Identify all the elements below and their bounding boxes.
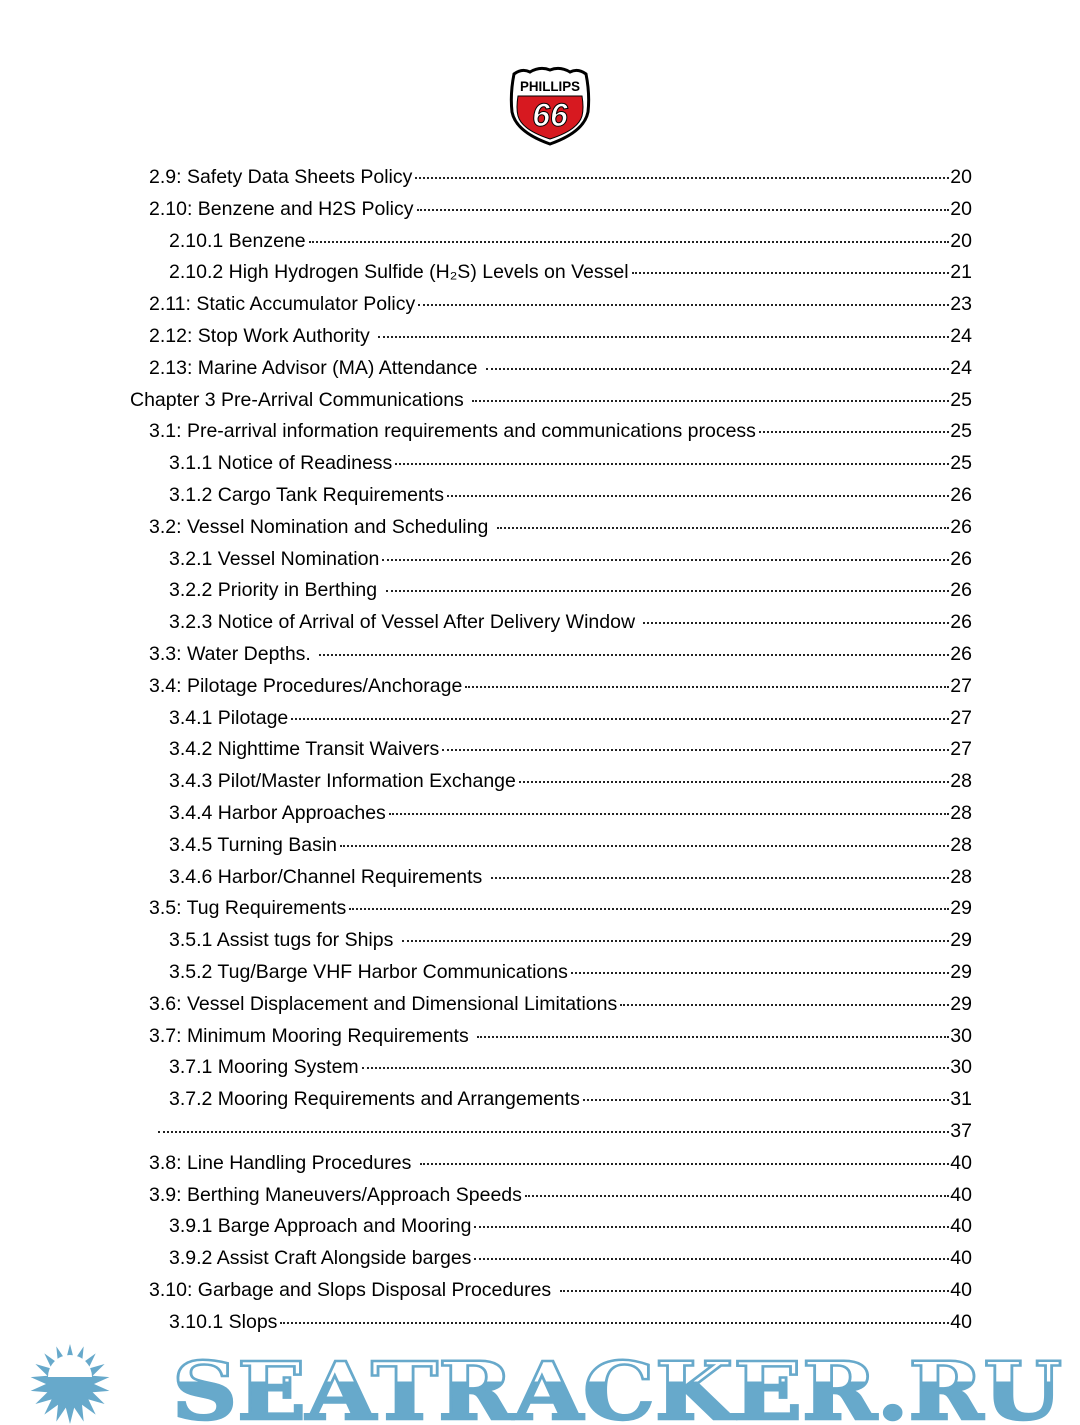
- dot-leader: [382, 559, 949, 561]
- toc-entry-page: 24: [950, 325, 972, 347]
- toc-entry-page: 29: [950, 992, 972, 1015]
- toc-entry-title: 2.13: Marine Advisor (MA) Attendance: [149, 356, 483, 379]
- toc-entry-page: 29: [950, 929, 972, 952]
- toc-entry-title: 3.6: Vessel Displacement and Dimensional Limitations: [149, 992, 618, 1015]
- dot-leader: [643, 622, 949, 624]
- toc-entry-title: 3.2.1 Vessel Nomination: [169, 547, 380, 570]
- toc-entry[interactable]: [169, 770, 972, 798]
- dot-leader: [158, 1131, 949, 1133]
- toc-entry-title: 3.10.1 Slops: [169, 1310, 278, 1333]
- toc-entry[interactable]: [169, 452, 972, 480]
- toc-entry[interactable]: [169, 548, 972, 576]
- toc-entry-title: 3.4.3 Pilot/Master Information Exchange: [169, 770, 516, 793]
- toc-entry[interactable]: [149, 993, 972, 1021]
- dot-leader: [319, 654, 949, 656]
- toc-entry-page: 27: [950, 738, 972, 761]
- dot-leader: [389, 813, 949, 815]
- dot-leader: [519, 781, 949, 783]
- dot-leader: [620, 1004, 949, 1006]
- toc-entry-title: Chapter 3 Pre-Arrival Communications: [130, 388, 470, 411]
- dot-leader: [420, 1163, 950, 1165]
- toc-entry[interactable]: [169, 579, 972, 607]
- toc-entry-title: 3.2: Vessel Nomination and Scheduling: [149, 515, 494, 538]
- dot-leader: [349, 908, 949, 910]
- toc-entry-title: 3.2.3 Notice of Arrival of Vessel After Delivery Window: [169, 611, 641, 634]
- toc-entry[interactable]: [169, 707, 972, 735]
- toc-entry-page: 40: [950, 1183, 972, 1206]
- toc-entry-page: 28: [950, 833, 972, 856]
- dot-leader: [447, 495, 949, 497]
- toc-entry-page: 20: [950, 197, 972, 220]
- dot-leader: [759, 431, 949, 433]
- dot-leader: [386, 590, 950, 592]
- toc-entry-page: 23: [950, 293, 972, 316]
- dot-leader: [560, 1290, 950, 1292]
- toc-entry-page: 28: [950, 865, 972, 888]
- toc-entry[interactable]: [149, 325, 972, 353]
- dot-leader: [632, 272, 950, 274]
- toc-entry-page: 29: [950, 961, 972, 983]
- toc-entry-title: 3.7: Minimum Mooring Requirements: [149, 1024, 475, 1047]
- toc-entry[interactable]: [169, 1056, 972, 1084]
- toc-entry[interactable]: [169, 1215, 972, 1243]
- dot-leader: [465, 686, 949, 688]
- dot-leader: [525, 1195, 949, 1197]
- toc-entry-page: 27: [950, 706, 972, 729]
- toc-entry-title: 2.9: Safety Data Sheets Policy: [149, 166, 413, 188]
- toc-entry-page: 40: [950, 1215, 972, 1238]
- toc-entry-page: 20: [950, 229, 972, 252]
- toc-entry[interactable]: [149, 1184, 972, 1212]
- toc-entry[interactable]: [169, 834, 972, 862]
- toc-entry-title: 3.4: Pilotage Procedures/Anchorage: [149, 674, 463, 697]
- toc-entry-title: 3.1.1 Notice of Readiness: [169, 452, 393, 475]
- toc-entry-title: 3.4.2 Nighttime Transit Waivers: [169, 738, 440, 761]
- toc-entry[interactable]: [149, 1152, 972, 1180]
- dot-leader: [402, 940, 950, 942]
- toc-entry-title: 3.10: Garbage and Slops Disposal Procedures: [149, 1279, 557, 1301]
- toc-entry[interactable]: [169, 802, 972, 830]
- toc-entry[interactable]: [169, 1247, 972, 1275]
- toc-entry-title: 3.2.2 Priority in Berthing: [169, 579, 383, 602]
- toc-entry-page: 25: [950, 452, 972, 475]
- toc-entry-title: 3.7.2 Mooring Requirements and Arrangements: [169, 1088, 580, 1111]
- dot-leader: [442, 749, 949, 751]
- dot-leader: [378, 336, 949, 338]
- dot-leader: [571, 972, 949, 974]
- toc-entry-title: 3.4.6 Harbor/Channel Requirements: [169, 865, 488, 888]
- dot-leader: [415, 177, 949, 179]
- sun-icon: [31, 1344, 110, 1424]
- toc-entry-title: 2.10: Benzene and H2S Policy: [149, 197, 414, 220]
- toc-entry-page: 26: [950, 547, 972, 570]
- toc-entry-title: 3.5: Tug Requirements: [149, 897, 347, 920]
- toc-entry-title: 3.9: Berthing Maneuvers/Approach Speeds: [149, 1183, 522, 1206]
- logo-text-top: PHILLIPS: [520, 78, 580, 94]
- toc-entry-page: 28: [950, 770, 972, 793]
- toc-entry[interactable]: [169, 611, 972, 639]
- toc-entry[interactable]: [169, 929, 972, 957]
- toc-entry-page: 21: [950, 261, 972, 284]
- toc-entry-page: 28: [950, 802, 972, 824]
- toc-entry-page: 40: [950, 1310, 972, 1333]
- dot-leader: [491, 877, 950, 879]
- toc-entry[interactable]: [149, 198, 972, 226]
- toc-entry-page: 37: [950, 1120, 972, 1142]
- toc-entry[interactable]: [149, 897, 972, 925]
- dot-leader: [280, 1322, 949, 1324]
- toc-entry-title: 3.4.1 Pilotage: [169, 706, 289, 729]
- toc-entry-page: 29: [950, 897, 972, 920]
- toc-entry[interactable]: [149, 420, 972, 448]
- toc-entry-title: 2.11: Static Accumulator Policy: [149, 293, 416, 316]
- toc-entry-title: 2.10.2 High Hydrogen Sulfide (H₂S) Levels on Vessel: [169, 261, 629, 284]
- toc-entry-title: 3.4.4 Harbor Approaches: [169, 802, 386, 824]
- toc-entry-page: 24: [950, 356, 972, 379]
- toc-entry[interactable]: [149, 1279, 972, 1307]
- toc-entry[interactable]: [155, 1120, 972, 1148]
- toc-entry-title: 3.1.2 Cargo Tank Requirements: [169, 484, 444, 506]
- dot-leader: [486, 368, 949, 370]
- toc-entry-title: 3.5.2 Tug/Barge VHF Harbor Communications: [169, 961, 568, 983]
- toc-entry-page: 31: [950, 1088, 972, 1111]
- dot-leader: [291, 718, 949, 720]
- dot-leader: [418, 304, 949, 306]
- toc-entry-page: 20: [950, 166, 972, 188]
- toc-entry[interactable]: [149, 643, 972, 671]
- toc-entry[interactable]: [169, 261, 972, 289]
- seatracker-watermark: [0, 1343, 1080, 1425]
- toc-entry-title: 3.1: Pre-arrival information requirements and communications process: [149, 420, 756, 443]
- toc-entry-page: 26: [950, 643, 972, 665]
- toc-entry-page: 27: [950, 674, 972, 697]
- toc-entry-page: 40: [950, 1151, 972, 1174]
- toc-entry-page: 25: [950, 388, 972, 411]
- toc-entry[interactable]: [149, 1025, 972, 1053]
- dot-leader: [477, 1036, 949, 1038]
- dot-leader: [474, 1258, 949, 1260]
- dot-leader: [417, 209, 950, 211]
- dot-leader: [309, 241, 950, 243]
- toc-entry[interactable]: [149, 357, 972, 385]
- phillips-66-logo: [508, 64, 592, 146]
- toc-entry[interactable]: [169, 738, 972, 766]
- toc-entry-page: 30: [950, 1024, 972, 1047]
- toc-entry-title: 2.12: Stop Work Authority: [149, 325, 376, 347]
- toc-entry-title: 3.9.2 Assist Craft Alongside barges: [169, 1247, 472, 1270]
- toc-entry[interactable]: [149, 166, 972, 194]
- dot-leader: [497, 527, 950, 529]
- toc-entry[interactable]: [169, 230, 972, 258]
- toc-entry[interactable]: [169, 1311, 972, 1339]
- toc-entry-title: 3.4.5 Turning Basin: [169, 833, 338, 856]
- toc-entry-page: 40: [950, 1279, 972, 1301]
- toc-entry[interactable]: [169, 866, 972, 894]
- dot-leader: [395, 463, 949, 465]
- toc-entry-title: 3.3: Water Depths.: [149, 643, 317, 665]
- toc-entry-title: 2.10.1 Benzene: [169, 229, 306, 252]
- toc-entry-title: 3.9.1 Barge Approach and Mooring: [169, 1215, 472, 1238]
- toc-entry-page: 25: [950, 420, 972, 443]
- toc-entry-title: 3.8: Line Handling Procedures: [149, 1151, 417, 1174]
- toc-entry-page: 30: [950, 1056, 972, 1079]
- toc-entry[interactable]: [149, 516, 972, 544]
- toc-entry[interactable]: [169, 1088, 972, 1116]
- toc-entry[interactable]: [149, 293, 972, 321]
- toc-entry-title: 3.5.1 Assist tugs for Ships: [169, 929, 399, 952]
- logo-text-number: 66: [532, 97, 568, 133]
- toc-entry-page: 26: [950, 515, 972, 538]
- toc-entry-page: 40: [950, 1247, 972, 1270]
- toc-entry-title: 3.7.1 Mooring System: [169, 1056, 359, 1079]
- toc-entry[interactable]: [130, 389, 972, 417]
- dot-leader: [583, 1099, 949, 1101]
- dot-leader: [472, 400, 949, 402]
- toc-entry[interactable]: [169, 961, 972, 989]
- toc-entry[interactable]: [169, 484, 972, 512]
- toc-entry-page: 26: [950, 611, 972, 634]
- watermark-text: SEATRACKER.RU: [172, 1344, 1062, 1425]
- toc-entry-page: 26: [950, 579, 972, 602]
- dot-leader: [362, 1067, 950, 1069]
- dot-leader: [340, 845, 949, 847]
- dot-leader: [474, 1226, 949, 1228]
- toc-entry[interactable]: [149, 675, 972, 703]
- toc-entry-page: 26: [950, 484, 972, 506]
